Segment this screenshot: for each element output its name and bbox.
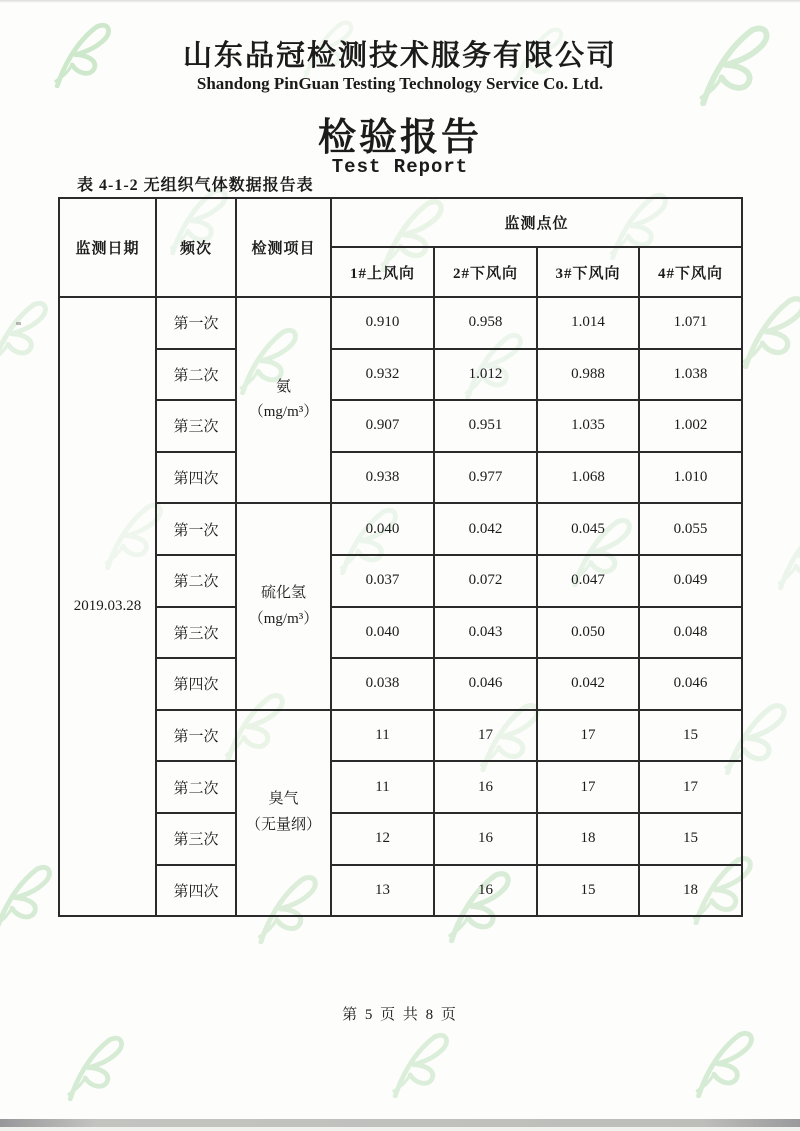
- value-cell: 1.012: [434, 349, 537, 401]
- value-cell: 15: [537, 865, 639, 917]
- value-cell: 18: [639, 865, 742, 917]
- item-name: 硫化氢: [260, 585, 306, 602]
- value-cell: 0.046: [434, 658, 537, 710]
- value-cell: 0.042: [537, 658, 639, 710]
- value-cell: 0.938: [331, 452, 434, 504]
- table-row: [59, 865, 742, 917]
- value-cell: 0.049: [639, 555, 742, 607]
- header-item: 检测项目: [236, 198, 331, 297]
- value-cell: 16: [434, 865, 537, 917]
- value-cell: 17: [537, 710, 639, 762]
- value-cell: 11: [331, 710, 434, 762]
- frequency-cell: 第四次: [156, 658, 236, 710]
- company-name-cn: 山东品冠检测技术服务有限公司: [182, 40, 617, 72]
- value-cell: 0.958: [434, 297, 537, 349]
- frequency-cell: 第四次: [156, 452, 236, 504]
- header-point-1: 1#上风向: [331, 247, 434, 297]
- frequency-cell: 第二次: [156, 349, 236, 401]
- frequency-cell: 第一次: [156, 503, 236, 555]
- table-row: [59, 452, 742, 504]
- value-cell: 1.014: [537, 297, 639, 349]
- value-cell: 18: [537, 813, 639, 865]
- header-point-4: 4#下风向: [639, 247, 742, 297]
- monitor-date-cell: 2019.03.28: [59, 297, 156, 916]
- frequency-cell: 第一次: [156, 297, 236, 349]
- scan-top-edge: [0, 0, 800, 3]
- scan-below-edge: [0, 1127, 800, 1131]
- value-cell: 17: [434, 710, 537, 762]
- table-caption: 表 4-1-2 无组织气体数据报告表: [77, 177, 314, 194]
- value-cell: 16: [434, 813, 537, 865]
- value-cell: 0.043: [434, 607, 537, 659]
- frequency-cell: 第二次: [156, 555, 236, 607]
- item-cell: [236, 710, 331, 916]
- table-row: [59, 658, 742, 710]
- table-row: [59, 349, 742, 401]
- brand-watermark-icon: [0, 862, 54, 932]
- value-cell: 1.035: [537, 400, 639, 452]
- header-point-3: 3#下风向: [537, 247, 639, 297]
- frequency-cell: 第三次: [156, 400, 236, 452]
- table-row: [59, 297, 742, 349]
- report-title-en: Test Report: [331, 156, 469, 178]
- header-point-2: 2#下风向: [434, 247, 537, 297]
- value-cell: 12: [331, 813, 434, 865]
- value-cell: 0.042: [434, 503, 537, 555]
- value-cell: 0.037: [331, 555, 434, 607]
- value-cell: 1.038: [639, 349, 742, 401]
- value-cell: 0.046: [639, 658, 742, 710]
- table-row: [59, 555, 742, 607]
- value-cell: 1.010: [639, 452, 742, 504]
- value-cell: 0.038: [331, 658, 434, 710]
- value-cell: 0.055: [639, 503, 742, 555]
- frequency-cell: 第三次: [156, 813, 236, 865]
- scan-speck: [16, 322, 21, 325]
- value-cell: 0.072: [434, 555, 537, 607]
- value-cell: 0.988: [537, 349, 639, 401]
- value-cell: 15: [639, 813, 742, 865]
- item-name: 氨: [275, 378, 291, 395]
- value-cell: 0.050: [537, 607, 639, 659]
- table-row: [59, 813, 742, 865]
- value-cell: 0.932: [331, 349, 434, 401]
- item-cell: [236, 297, 331, 503]
- value-cell: 0.045: [537, 503, 639, 555]
- value-cell: 1.068: [537, 452, 639, 504]
- brand-watermark-icon: [0, 298, 50, 368]
- item-unit: （无量纲）: [245, 816, 321, 833]
- brand-watermark-icon: [768, 520, 800, 590]
- value-cell: 17: [537, 761, 639, 813]
- value-cell: 0.910: [331, 297, 434, 349]
- brand-watermark-icon: [383, 1030, 451, 1098]
- header-frequency: 频次: [156, 198, 236, 297]
- report-title: 检验报告: [317, 117, 482, 159]
- header-points-group: 监测点位: [331, 198, 742, 247]
- table-row: [59, 607, 742, 659]
- gas-data-table: [58, 197, 743, 917]
- frequency-cell: 第三次: [156, 607, 236, 659]
- value-cell: 0.048: [639, 607, 742, 659]
- value-cell: 16: [434, 761, 537, 813]
- value-cell: 15: [639, 710, 742, 762]
- value-cell: 1.002: [639, 400, 742, 452]
- value-cell: 11: [331, 761, 434, 813]
- frequency-cell: 第二次: [156, 761, 236, 813]
- table-header-row: [59, 198, 742, 247]
- scan-bottom-edge: [0, 1119, 800, 1127]
- company-name-en: Shandong PinGuan Testing Technology Service Co. Ltd.: [196, 74, 604, 93]
- value-cell: 1.071: [639, 297, 742, 349]
- frequency-cell: 第一次: [156, 710, 236, 762]
- table-row: [59, 710, 742, 762]
- value-cell: 13: [331, 865, 434, 917]
- value-cell: 17: [639, 761, 742, 813]
- header-date: 监测日期: [59, 198, 156, 297]
- value-cell: 0.907: [331, 400, 434, 452]
- value-cell: 0.977: [434, 452, 537, 504]
- value-cell: 0.040: [331, 503, 434, 555]
- value-cell: 0.047: [537, 555, 639, 607]
- item-name: 臭气: [268, 791, 299, 808]
- value-cell: 0.040: [331, 607, 434, 659]
- item-unit: （mg/m³）: [248, 610, 319, 627]
- item-unit: （mg/m³）: [248, 404, 319, 421]
- item-cell: [236, 503, 331, 709]
- frequency-cell: 第四次: [156, 865, 236, 917]
- brand-watermark-icon: [686, 1028, 756, 1098]
- brand-watermark-icon: [58, 1033, 126, 1101]
- table-row: [59, 400, 742, 452]
- page-indicator: 第 5 页 共 8 页: [342, 1007, 458, 1023]
- value-cell: 0.951: [434, 400, 537, 452]
- table-row: [59, 761, 742, 813]
- table-row: [59, 503, 742, 555]
